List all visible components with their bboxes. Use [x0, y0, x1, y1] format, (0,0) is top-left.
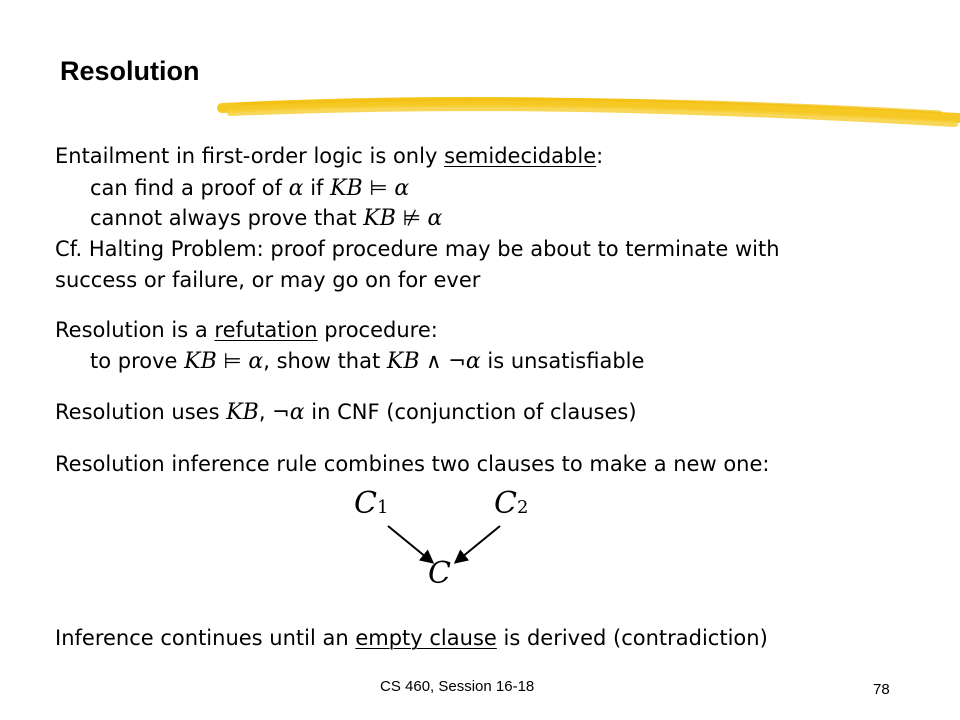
inference-rule-line: Resolution inference rule combines two clauses to make a new one:: [55, 452, 770, 476]
entailment-colon: :: [596, 144, 604, 168]
kb-symbol: KB: [184, 349, 217, 374]
kb-symbol: KB: [226, 400, 259, 425]
alpha-symbol: α: [288, 176, 304, 201]
unsatisfiable-text: is unsatisfiable: [480, 349, 645, 373]
resolution-uses-text: Resolution uses: [55, 400, 227, 424]
slide-title: Resolution: [60, 56, 200, 86]
semidecidable-term: semidecidable: [444, 144, 597, 168]
right-clause-node: [494, 486, 528, 521]
proof-found-line: [90, 178, 409, 200]
alpha-symbol: α: [248, 349, 264, 374]
empty-clause-line: [55, 628, 768, 649]
prove-text: to prove: [90, 349, 185, 373]
halting-line-continued: success or failure, or may go on for ever: [55, 268, 481, 292]
alpha-symbol: α: [465, 349, 481, 374]
show-that-text: , show that: [263, 349, 387, 373]
proof-found-text: can find a proof of: [90, 176, 289, 200]
prove-line: [90, 351, 644, 373]
models-symbol: ⊨: [362, 176, 395, 200]
alpha-symbol: α: [394, 176, 410, 201]
not-models-symbol: ⊭: [395, 206, 428, 230]
entailment-line: [55, 146, 603, 167]
resolution-diagram: [340, 486, 560, 600]
left-arrow: [388, 526, 432, 562]
inference-continues-text: Inference continues until an: [55, 626, 356, 650]
entailment-text: Entailment in first-order logic is only: [55, 144, 445, 168]
alpha-symbol: α: [427, 206, 443, 231]
kb-symbol: KB: [363, 206, 396, 231]
kb-symbol: KB: [330, 176, 363, 201]
refutation-line: [55, 320, 438, 341]
right-arrow: [456, 526, 500, 562]
cnf-line: [55, 402, 637, 424]
not-symbol: , ¬: [258, 400, 290, 424]
contradiction-text: is derived (contradiction): [496, 626, 768, 650]
refutation-term: refutation: [214, 318, 318, 342]
right-clause-label: C: [494, 486, 517, 521]
alpha-symbol: α: [289, 400, 305, 425]
cnf-text: in CNF (conjunction of clauses): [304, 400, 637, 424]
kb-symbol: KB: [386, 349, 420, 374]
right-clause-subscript: 2: [516, 497, 529, 518]
page-number: 78: [873, 681, 890, 698]
result-clause-node: [428, 556, 451, 591]
result-clause-label: C: [428, 556, 451, 591]
left-clause-node: [354, 486, 388, 521]
cannot-prove-text: cannot always prove that: [90, 206, 364, 230]
left-clause-subscript: 1: [376, 497, 389, 518]
models-symbol: ⊨: [216, 349, 249, 373]
empty-clause-term: empty clause: [355, 626, 497, 650]
refutation-text: Resolution is a: [55, 318, 215, 342]
if-text: if: [303, 176, 331, 200]
and-not-symbol: ∧ ¬: [419, 349, 466, 373]
course-footer: CS 460, Session 16-18: [380, 678, 535, 695]
procedure-text: procedure:: [317, 318, 438, 342]
left-clause-label: C: [354, 486, 377, 521]
halting-line: Cf. Halting Problem: proof procedure may be about to terminate with: [55, 237, 780, 261]
cannot-prove-line: [90, 208, 442, 230]
